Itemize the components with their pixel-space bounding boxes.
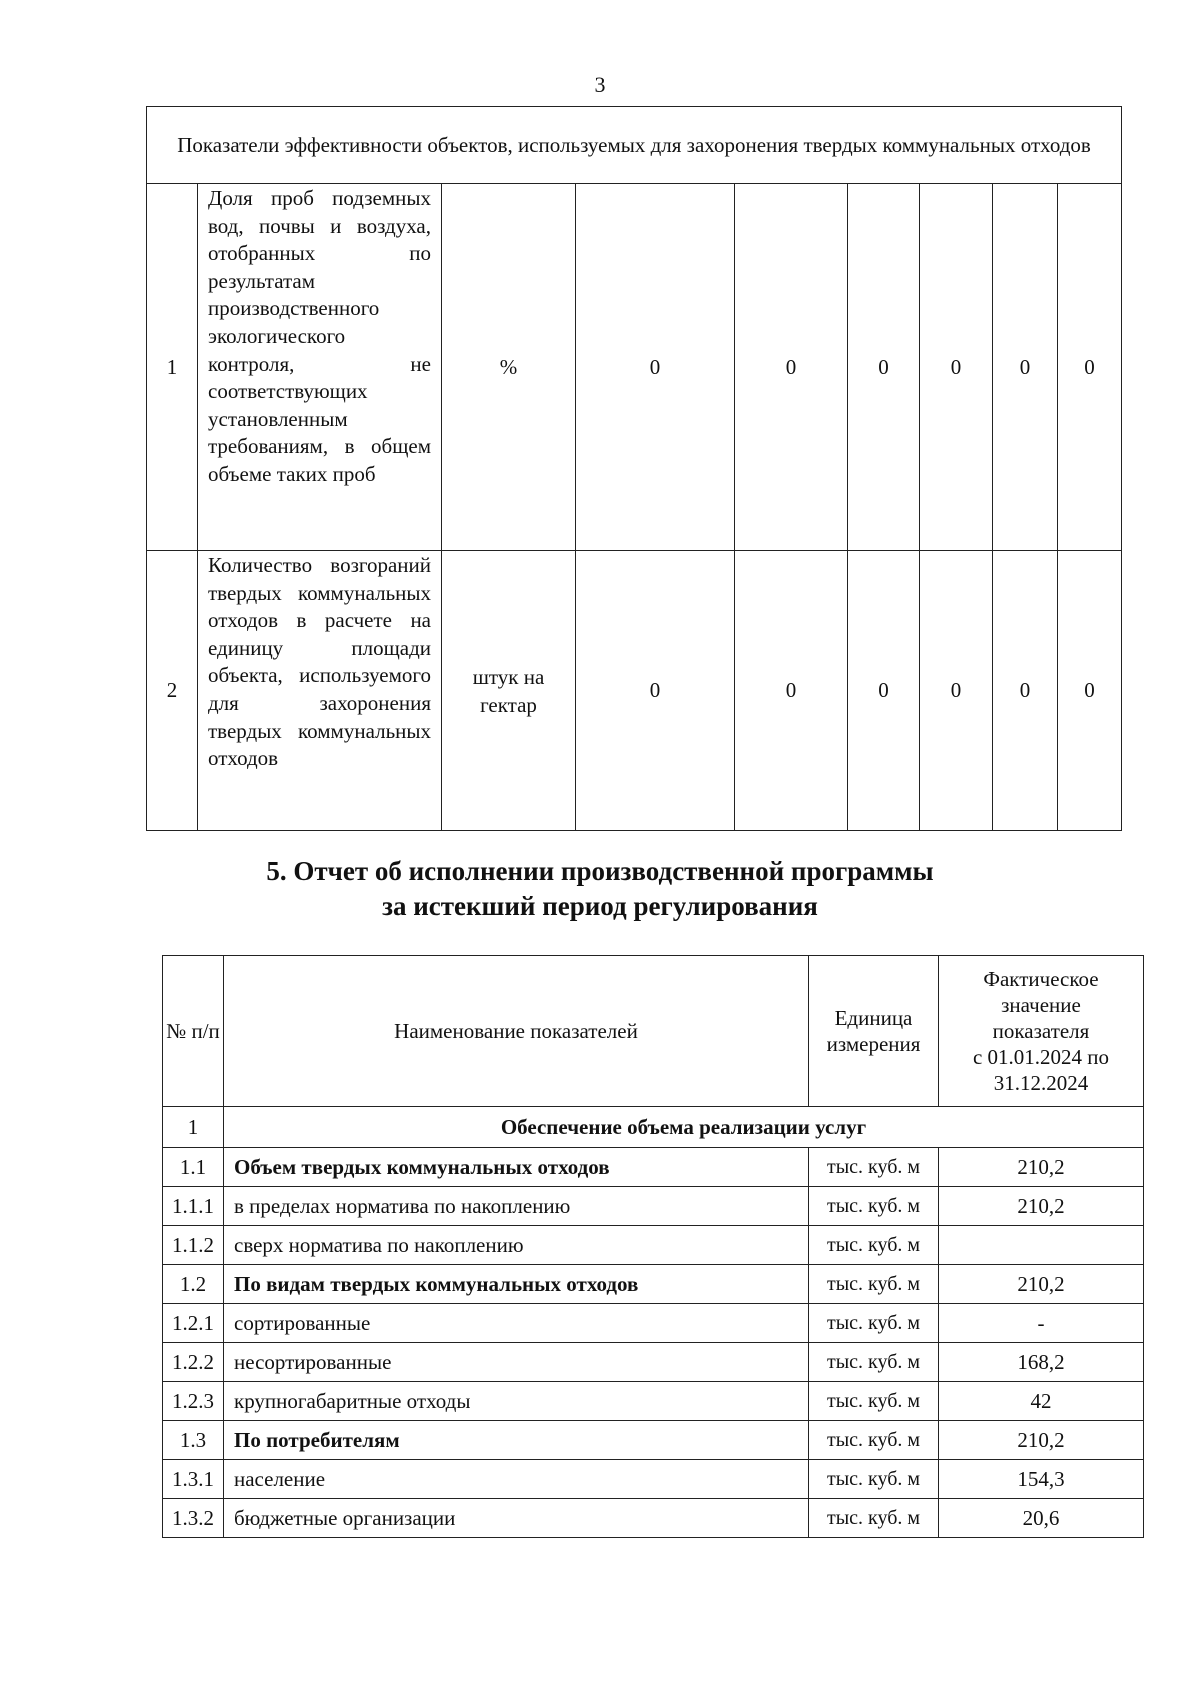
table-row — [163, 1382, 1144, 1421]
section-row-title: Обеспечение объема реализации услуг — [224, 1107, 1144, 1148]
row-number: 2 — [147, 551, 198, 831]
section-title-line1: 5. Отчет об исполнении производственной программы — [266, 856, 934, 886]
table-caption: Показатели эффективности объектов, используемых для захоронения твердых коммунальных отходов — [147, 107, 1122, 184]
row-value: 42 — [939, 1382, 1144, 1421]
row-unit: тыс. куб. м — [809, 1226, 939, 1265]
page-number: 3 — [594, 72, 606, 97]
value-cell: 0 — [848, 551, 920, 831]
row-name: бюджетные организации — [224, 1499, 809, 1538]
row-name: По потребителям — [224, 1421, 809, 1460]
unit-cell: % — [442, 184, 576, 551]
indicator-description: Доля проб подземных вод, почвы и воздуха, отобранных по результатам производственного экологического контроля, не соответствующих установленным требованиям, в общем объеме таких проб — [198, 184, 442, 551]
table-row — [163, 1148, 1144, 1187]
section-heading — [0, 854, 1200, 924]
row-number: 1.3 — [163, 1421, 224, 1460]
row-value: 210,2 — [939, 1187, 1144, 1226]
row-value: 210,2 — [939, 1265, 1144, 1304]
row-unit: тыс. куб. м — [809, 1265, 939, 1304]
row-name: несортированные — [224, 1343, 809, 1382]
production-program-report-table — [162, 955, 1144, 1538]
header-num: № п/п — [163, 956, 224, 1107]
value-cell: 0 — [920, 184, 993, 551]
row-number: 1.1.1 — [163, 1187, 224, 1226]
row-unit: тыс. куб. м — [809, 1304, 939, 1343]
row-unit: тыс. куб. м — [809, 1148, 939, 1187]
table-row — [163, 1265, 1144, 1304]
header-value-line: показателя — [992, 1019, 1090, 1043]
header-value-line: с 01.01.2024 по — [972, 1045, 1110, 1069]
row-name: По видам твердых коммунальных отходов — [224, 1265, 809, 1304]
table-row — [163, 1226, 1144, 1265]
row-unit: тыс. куб. м — [809, 1187, 939, 1226]
row-number: 1.2.3 — [163, 1382, 224, 1421]
row-number: 1.2.1 — [163, 1304, 224, 1343]
value-cell: 0 — [920, 551, 993, 831]
row-unit: тыс. куб. м — [809, 1421, 939, 1460]
row-number: 1.1.2 — [163, 1226, 224, 1265]
value-cell: 0 — [576, 551, 735, 831]
row-number: 1 — [163, 1107, 224, 1148]
row-name: крупногабаритные отходы — [224, 1382, 809, 1421]
table-row — [163, 1460, 1144, 1499]
value-cell: 0 — [993, 551, 1058, 831]
row-number: 1.3.1 — [163, 1460, 224, 1499]
table-row — [147, 184, 1122, 551]
row-number: 1.2.2 — [163, 1343, 224, 1382]
table-header-row — [163, 956, 1144, 1107]
value-cell: 0 — [735, 184, 848, 551]
row-unit: тыс. куб. м — [809, 1343, 939, 1382]
section-title-line2: за истекший период регулирования — [382, 891, 818, 921]
row-value: 154,3 — [939, 1460, 1144, 1499]
row-value: 168,2 — [939, 1343, 1144, 1382]
row-value: 210,2 — [939, 1148, 1144, 1187]
row-name: Объем твердых коммунальных отходов — [224, 1148, 809, 1187]
row-number: 1.1 — [163, 1148, 224, 1187]
row-name: сортированные — [224, 1304, 809, 1343]
row-unit: тыс. куб. м — [809, 1382, 939, 1421]
indicator-description: Количество возгораний твердых коммунальных отходов в расчете на единицу площади объекта, используемого для захоронения твердых коммунальных отходов — [198, 551, 442, 831]
row-unit: тыс. куб. м — [809, 1460, 939, 1499]
value-cell: 0 — [848, 184, 920, 551]
value-cell: 0 — [1058, 551, 1122, 831]
section-row — [163, 1107, 1144, 1148]
row-unit: тыс. куб. м — [809, 1499, 939, 1538]
header-value-line: Фактическое — [983, 967, 1099, 991]
row-value: 210,2 — [939, 1421, 1144, 1460]
header-value-line: значение — [1001, 993, 1081, 1017]
unit-cell: штук на гектар — [442, 551, 576, 831]
header-value-line: 31.12.2024 — [993, 1071, 1089, 1095]
row-value — [939, 1226, 1144, 1265]
efficiency-indicators-table — [146, 106, 1122, 831]
header-value — [939, 956, 1144, 1107]
table-row — [163, 1187, 1144, 1226]
row-number: 1 — [147, 184, 198, 551]
row-value: - — [939, 1304, 1144, 1343]
row-number: 1.3.2 — [163, 1499, 224, 1538]
value-cell: 0 — [993, 184, 1058, 551]
value-cell: 0 — [735, 551, 848, 831]
value-cell: 0 — [1058, 184, 1122, 551]
row-name: в пределах норматива по накоплению — [224, 1187, 809, 1226]
table-row — [147, 551, 1122, 831]
value-cell: 0 — [576, 184, 735, 551]
header-unit: Единица измерения — [809, 956, 939, 1107]
row-name: население — [224, 1460, 809, 1499]
row-value: 20,6 — [939, 1499, 1144, 1538]
table-row — [163, 1499, 1144, 1538]
header-name: Наименование показателей — [224, 956, 809, 1107]
table-row — [163, 1343, 1144, 1382]
row-name: сверх норматива по накоплению — [224, 1226, 809, 1265]
table-row — [163, 1304, 1144, 1343]
table-row — [163, 1421, 1144, 1460]
row-number: 1.2 — [163, 1265, 224, 1304]
